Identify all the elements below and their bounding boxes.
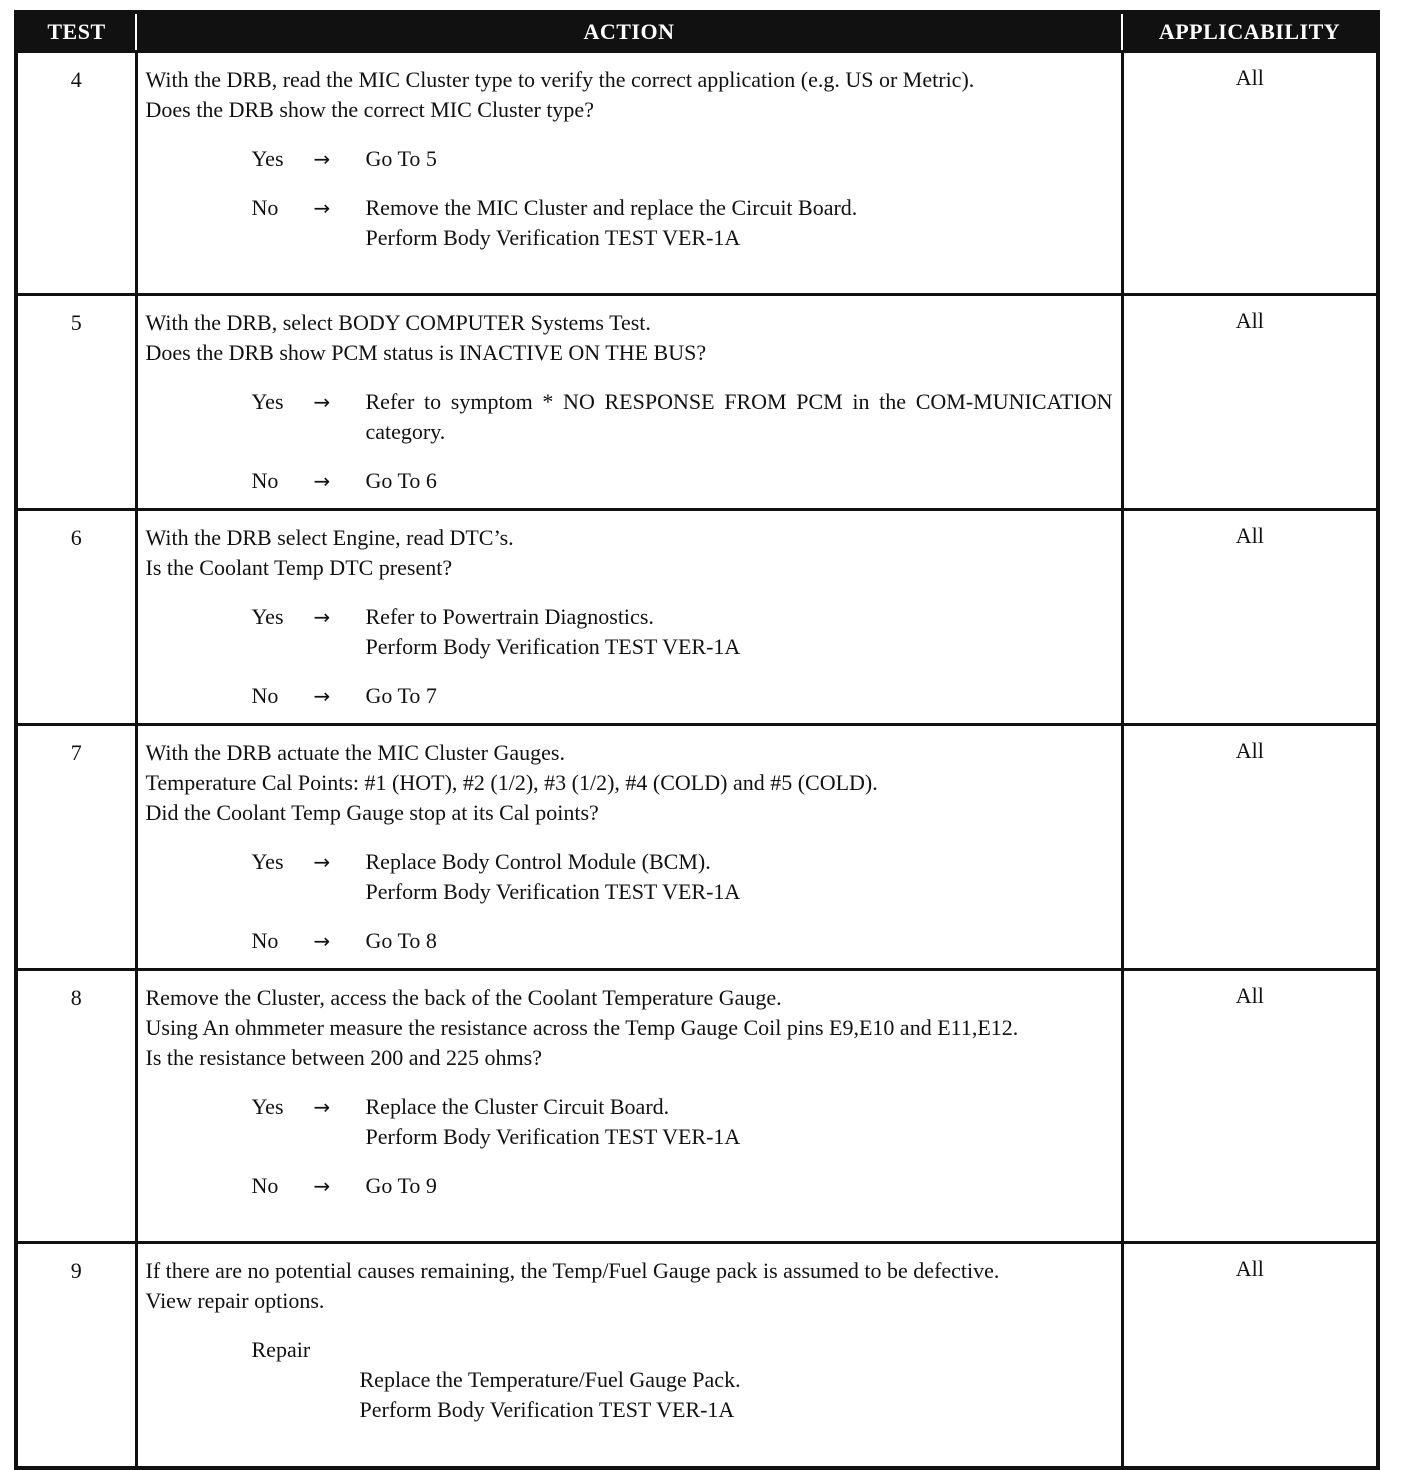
arrow-right-icon: → (313, 850, 331, 874)
test-row-8 (16, 970, 1378, 1243)
header-applicability: APPLICABILITY (1122, 12, 1378, 52)
arrow-right-icon: → (313, 929, 331, 953)
header-action: ACTION (136, 12, 1122, 52)
action-cell (136, 510, 1122, 725)
test-row-4 (16, 52, 1378, 295)
test-row-9 (16, 1243, 1378, 1469)
yes-response (146, 602, 1113, 662)
no-response (146, 926, 1113, 956)
yes-label: Yes (251, 849, 284, 874)
repair-line: Perform Body Verification TEST VER-1A (359, 1397, 735, 1422)
action-text (146, 1256, 1113, 1316)
action-text (146, 983, 1113, 1073)
action-cell (136, 970, 1122, 1243)
yes-label: Yes (251, 146, 284, 171)
no-response (146, 193, 1113, 253)
repair-steps (252, 1365, 1113, 1425)
applicability-value: All (1122, 725, 1378, 970)
action-line: View repair options. (145, 1288, 325, 1313)
result-line: Refer to Powertrain Diagnostics. (365, 604, 654, 629)
action-line: With the DRB actuate the MIC Cluster Gauges. (145, 740, 565, 765)
test-number: 5 (16, 295, 136, 510)
arrow-right-icon: → (313, 390, 331, 414)
yes-result (366, 847, 1113, 907)
test-row-6 (16, 510, 1378, 725)
yes-response (146, 1092, 1113, 1152)
action-text (146, 308, 1113, 368)
applicability-value: All (1122, 510, 1378, 725)
action-line: Does the DRB show the correct MIC Cluster type? (145, 97, 594, 122)
action-line: Temperature Cal Points: #1 (HOT), #2 (1/2), #3 (1/2), #4 (COLD) and #5 (COLD). (145, 770, 878, 795)
no-label: No (251, 1173, 279, 1198)
no-result (366, 466, 1113, 496)
result-line: Go To 7 (365, 683, 437, 708)
arrow-right-icon: → (313, 147, 331, 171)
repair-line: Replace the Temperature/Fuel Gauge Pack. (359, 1367, 741, 1392)
applicability-value: All (1122, 970, 1378, 1243)
yes-label: Yes (251, 604, 284, 629)
no-label: No (251, 928, 279, 953)
diagnostic-test-table (14, 10, 1380, 1470)
action-line: Using An ohmmeter measure the resistance across the Temp Gauge Coil pins E9,E10 and E11,E12. (145, 1015, 1019, 1040)
action-line: Does the DRB show PCM status is INACTIVE ON THE BUS? (145, 340, 707, 365)
action-cell (136, 1243, 1122, 1469)
applicability-value: All (1122, 52, 1378, 295)
action-line: Is the Coolant Temp DTC present? (145, 555, 453, 580)
repair-block (146, 1335, 1113, 1425)
action-text (146, 65, 1113, 125)
yes-label: Yes (251, 389, 284, 414)
test-number: 6 (16, 510, 136, 725)
action-line: With the DRB, select BODY COMPUTER Systems Test. (145, 310, 651, 335)
no-label: No (251, 195, 279, 220)
applicability-value: All (1122, 295, 1378, 510)
test-number: 4 (16, 52, 136, 295)
action-text (146, 738, 1113, 828)
no-result (366, 926, 1113, 956)
action-line: Remove the Cluster, access the back of the Coolant Temperature Gauge. (145, 985, 782, 1010)
yes-result (366, 1092, 1113, 1152)
test-number: 7 (16, 725, 136, 970)
arrow-right-icon: → (313, 1095, 331, 1119)
result-line: Go To 9 (365, 1173, 437, 1198)
result-line: Perform Body Verification TEST VER-1A (365, 225, 741, 250)
action-text (146, 523, 1113, 583)
result-line: Refer to symptom * NO RESPONSE FROM PCM in the COM-MUNICATION category. (365, 389, 1113, 444)
arrow-right-icon: → (313, 684, 331, 708)
arrow-right-icon: → (313, 196, 331, 220)
yes-response (146, 847, 1113, 907)
no-response (146, 681, 1113, 711)
yes-label: Yes (251, 1094, 284, 1119)
header-test: TEST (16, 12, 136, 52)
result-line: Replace Body Control Module (BCM). (365, 849, 711, 874)
result-line: Go To 6 (365, 468, 437, 493)
result-line: Go To 5 (365, 146, 437, 171)
test-number: 8 (16, 970, 136, 1243)
yes-result (366, 387, 1113, 447)
test-row-7 (16, 725, 1378, 970)
no-label: No (251, 683, 279, 708)
no-response (146, 1171, 1113, 1201)
yes-response (146, 144, 1113, 174)
repair-label: Repair (251, 1337, 311, 1362)
result-line: Perform Body Verification TEST VER-1A (365, 634, 741, 659)
yes-result (366, 144, 1113, 174)
no-result (366, 193, 1113, 253)
action-line: With the DRB, read the MIC Cluster type to verify the correct application (e.g. US or Metric). (145, 67, 975, 92)
action-cell (136, 295, 1122, 510)
result-line: Perform Body Verification TEST VER-1A (365, 879, 741, 904)
arrow-right-icon: → (313, 1174, 331, 1198)
action-line: Is the resistance between 200 and 225 ohms? (145, 1045, 542, 1070)
result-line: Remove the MIC Cluster and replace the Circuit Board. (365, 195, 858, 220)
test-row-5 (16, 295, 1378, 510)
action-cell (136, 725, 1122, 970)
result-line: Replace the Cluster Circuit Board. (365, 1094, 670, 1119)
no-response (146, 466, 1113, 496)
header-row (16, 12, 1378, 52)
arrow-right-icon: → (313, 469, 331, 493)
action-line: If there are no potential causes remaining, the Temp/Fuel Gauge pack is assumed to be defective. (145, 1258, 1000, 1283)
action-line: With the DRB select Engine, read DTC’s. (145, 525, 514, 550)
applicability-value: All (1122, 1243, 1378, 1469)
result-line: Perform Body Verification TEST VER-1A (365, 1124, 741, 1149)
no-result (366, 681, 1113, 711)
action-cell (136, 52, 1122, 295)
no-label: No (251, 468, 279, 493)
yes-response (146, 387, 1113, 447)
result-line: Go To 8 (365, 928, 437, 953)
arrow-right-icon: → (313, 605, 331, 629)
yes-result (366, 602, 1113, 662)
action-line: Did the Coolant Temp Gauge stop at its Cal points? (145, 800, 599, 825)
no-result (366, 1171, 1113, 1201)
test-number: 9 (16, 1243, 136, 1469)
